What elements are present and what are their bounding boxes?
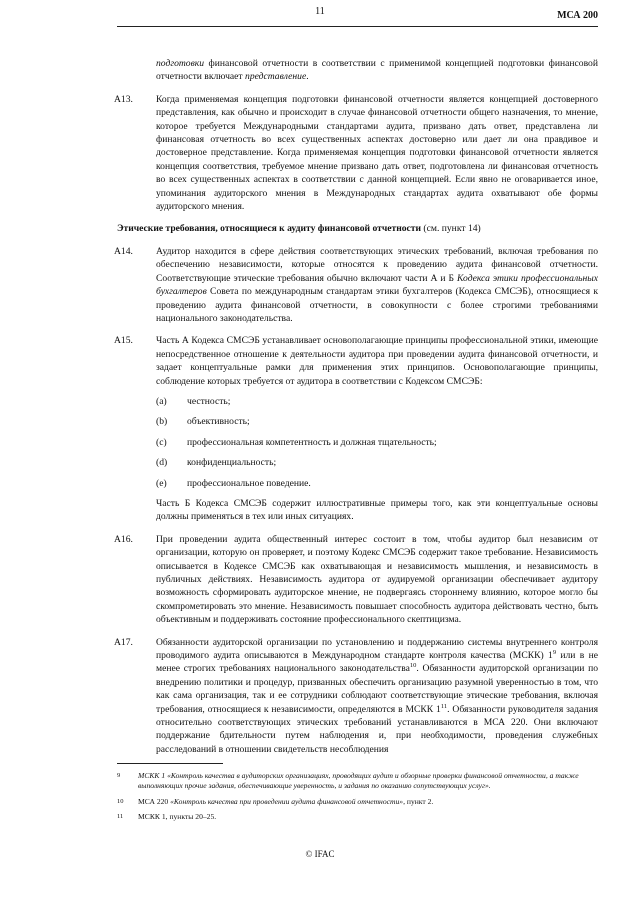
paragraph-text: Обязанности аудиторской организации по установлению и поддержанию системы внутреннего контроля проводимого аудита описываются в Международном стандарте контроля качества (МСКК) 1 (156, 636, 598, 662)
footnote-ref[interactable]: 10 (409, 662, 417, 670)
paragraph-number: А15. (114, 335, 133, 347)
section-heading-title: Этические требования, относящиеся к аудиту финансовой отчетности (117, 223, 422, 235)
paragraph-text: Часть Б Кодекса СМСЭБ содержит иллюстративные примеры того, как эти концептуальные основы должны применяться в тех или иных ситуациях. (156, 497, 598, 523)
footnote-ref[interactable]: 9 (552, 648, 557, 656)
paragraph-a14 (114, 245, 599, 325)
document-body (0, 57, 640, 756)
paragraph-text: . Обязанности руководителя задания относительно соответствующих этических требований устанавливаются в МСА 220. Они включают поддержание бдительности путем наблюдения и, при необходимости, проведения служебных расследований в отношении свидетельств несоблюдения (156, 703, 598, 755)
footnote-text: МСКК 1, пункты 20–25. (138, 812, 217, 822)
section-heading (117, 222, 598, 235)
italic-term: Кодекса этики профессиональных бухгалтеров (156, 272, 599, 298)
paragraph-a17 (114, 636, 598, 757)
italic-term: представление (245, 71, 307, 83)
paragraph-a13 (114, 93, 598, 214)
paragraph-number: А16. (114, 533, 133, 545)
page-number: 11 (315, 6, 325, 17)
list-text: конфиденциальность; (187, 457, 277, 469)
continued-paragraph (156, 57, 598, 84)
header-rule (117, 26, 598, 27)
paragraph-text: Часть А Кодекса СМСЭБ устанавливает основополагающие принципы профессиональной этики, имеющие непосредственное отношение к деятельности аудитора при проведении аудита финансовой отчетности, и задает концептуальные рамки для применения этих принципов. Основополагающие принципы, соблюдение которых требуется от аудитора в соответствии с Кодексом СМСЭБ: (156, 335, 598, 387)
paragraph-text: При проведении аудита общественный интерес состоит в том, чтобы аудитор был независим от организации, которую он проверяет, и поэтому Кодекс СМСЭБ содержит такое требование. Независимость описывается в Кодексе СМСЭБ как охватывающая и независимость мышления, и независимость в публичных действиях. Независимость аудитора от аудируемой организации обеспечивает аудитору возможность сформировать аудиторское мнение, не подвергаясь стороннему влиянию, которое могло бы скомпрометировать это мнение. Независимость повышает способность аудитора действовать честно, быть объективным и поддерживать состояние профессионального скептицизма. (156, 533, 598, 626)
list-text: честность; (187, 395, 231, 407)
italic-term: подготовки (156, 58, 205, 69)
list-text: профессиональное поведение. (187, 477, 311, 489)
paragraph-a15 (114, 334, 598, 523)
footnote-number: 9 (117, 772, 121, 779)
paragraph-a16 (114, 533, 598, 627)
paragraph-text: . Обязанности аудиторской организации по внедрению политики и процедур, призванных обеспечить организацию разумной уверенностью в том, что как сама организация, так и ее сотрудники соблюдают соответствующие этические требования, включая требования, относящиеся к независимости, определяются в МСКК 1 (156, 663, 598, 715)
footnote (117, 797, 598, 807)
copyright-footer: © IFAC (305, 849, 335, 859)
list-item (156, 477, 598, 490)
paragraph-text: Аудитор находится в сфере действия соответствующих этических требований, включая требования по обеспечению независимости, которые относятся к проведению аудита финансовой отчетности. Соответствующие этические требования обычно включают части А и Б (156, 245, 598, 284)
list-label: (e) (156, 477, 167, 489)
footnote-ref[interactable]: 11 (440, 702, 448, 710)
paragraph-number: А13. (114, 93, 133, 105)
footnote-number: 10 (117, 797, 124, 805)
footnote-text: , пункт 2. (403, 796, 434, 806)
paragraph-text: . (306, 71, 309, 83)
paragraph-text: или в не менее строгих требованиях национального законодательства (156, 650, 598, 675)
footnote (117, 812, 598, 822)
list-item (156, 436, 598, 449)
paragraph-text: Совета по международным стандартам этики бухгалтеров (Кодекса СМСЭБ), относящиеся к проведению аудита финансовой отчетности, в совокупности с более строгими требованиями национального законодательства. (156, 286, 598, 324)
section-heading-ref: (см. пункт 14) (421, 223, 481, 235)
list-item (156, 395, 598, 408)
footnote-italic: «Контроль качества при проведении аудита финансовой отчетности» (170, 796, 404, 806)
list-label: (c) (156, 436, 167, 448)
list-label: (b) (156, 416, 168, 428)
paragraph-number: А14. (114, 245, 133, 257)
list-item (156, 415, 598, 428)
footnote (117, 771, 598, 792)
standard-code: МСА 200 (557, 10, 598, 21)
paragraph-text: Когда применяемая концепция подготовки финансовой отчетности является концепцией достоверного представления, как обычно и происходит в случае финансовой отчетности общего назначения, то мнение, которое требуется Международными стандартами аудита, призвано дать ответ, представлена ли финансовая отчетность во всех существенных аспектах достоверно или дает ли она правдивое и достоверное представление. Когда применяемая концепция подготовки финансовой отчетности является концепция соответствия, требуемое мнение призвано дать ответ, подготовлена ли финансовая отчетность во всех существенных аспектах в соответствии с данной концепцией. Если явно не оговаривается иное, упоминания аудиторского мнения в Международных стандартах аудита охватывают обе формы аудиторского мнения. (156, 93, 598, 213)
footnote-rule (117, 763, 223, 764)
list-text: объективность; (187, 416, 250, 428)
paragraph-number: А17. (114, 636, 133, 648)
list-text: профессиональная компетентность и должная тщательность; (187, 436, 437, 448)
list-label: (d) (156, 457, 168, 469)
footnotes (117, 771, 598, 828)
footnote-text: МСКК 1 «Контроль качества в аудиторских организациях, проводящих аудит и обзорные проверки финансовой отчетности, а также выполняющих прочие задания, обеспечивающие уверенность, и задания по оказанию сопутствующих услуг». (138, 771, 579, 791)
list-item (156, 456, 598, 469)
footnote-number: 11 (117, 813, 124, 821)
list-label: (a) (156, 395, 167, 407)
paragraph-text: финансовой отчетности в соответствии с применимой концепцией подготовки финансовой отчетности включает (156, 58, 598, 83)
footnote-text: МСА 220 (138, 796, 171, 806)
